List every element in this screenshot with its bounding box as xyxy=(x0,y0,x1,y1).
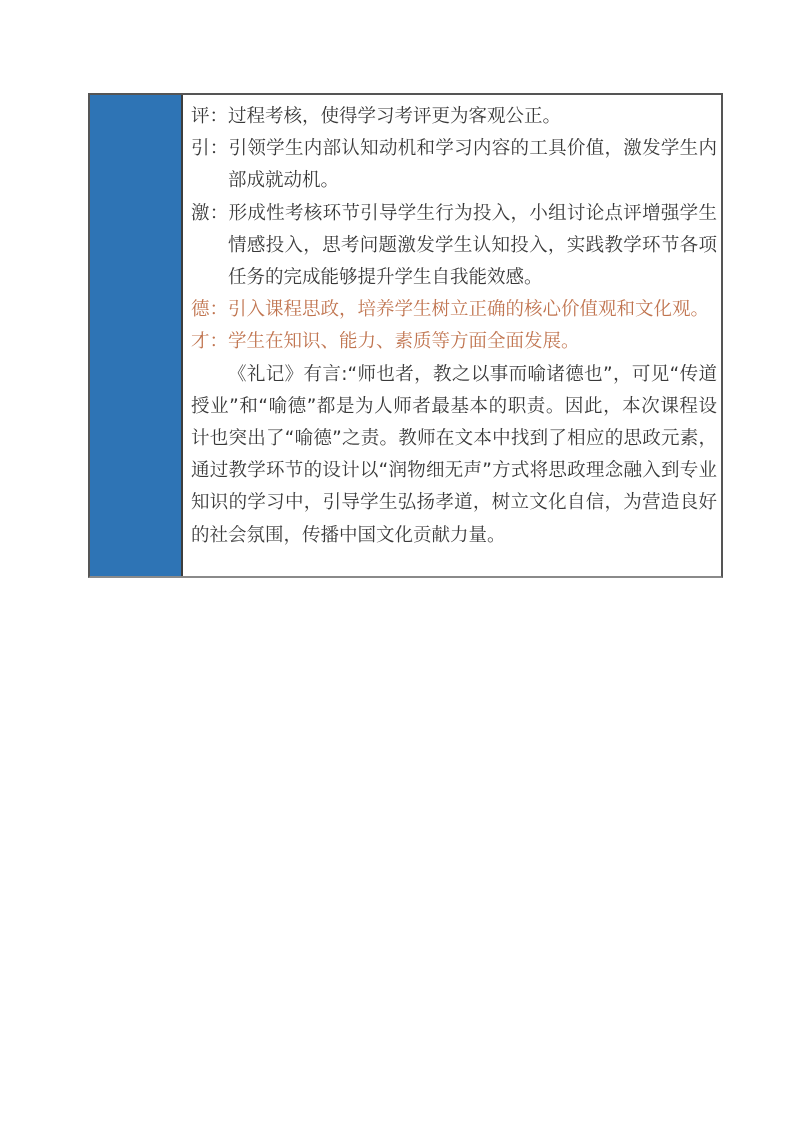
list-item xyxy=(191,198,717,295)
item-label: 评： xyxy=(191,106,229,127)
item-text: 形成性考核环节引导学生行为投入，小组讨论点评增强学生情感投入，思考问题激发学生认知投入，实践教学环节各项任务的完成能够提升学生自我能效感。 xyxy=(228,202,717,289)
item-text: 过程考核，使得学习考评更为客观公正。 xyxy=(228,106,562,127)
item-label: 激： xyxy=(191,202,229,224)
item-text: 学生在知识、能力、素质等方面全面发展。 xyxy=(228,331,580,353)
item-text: 引领学生内部认知动机和学习内容的工具价值，激发学生内部成就动机。 xyxy=(228,138,717,192)
item-label: 引： xyxy=(191,138,229,160)
table-content-cell xyxy=(183,95,721,576)
body-paragraph: 《礼记》有言:“师也者，教之以事而喻诸德也”，可见“传道授业”和“喻德”都是为人师者最基本的职责。因此，本次课程设计也突出了“喻德”之责。教师在文本中找到了相应的思政元素，通过教学环节的设计以“润物细无声”方式将思政理念融入到专业知识的学习中，引导学生弘扬孝道，树立文化自信，为营造良好的社会氛围，传播中国文化贡献力量。 xyxy=(191,363,717,546)
item-label: 德： xyxy=(191,299,229,321)
list-item xyxy=(191,101,717,133)
list-item xyxy=(191,133,717,197)
list-item xyxy=(191,294,717,326)
item-text: 引入课程思政，培养学生树立正确的核心价值观和文化观。 xyxy=(228,299,710,321)
table-sidebar-cell xyxy=(90,95,183,576)
document-table xyxy=(88,93,723,578)
item-label: 才： xyxy=(191,331,229,353)
list-item xyxy=(191,326,717,358)
